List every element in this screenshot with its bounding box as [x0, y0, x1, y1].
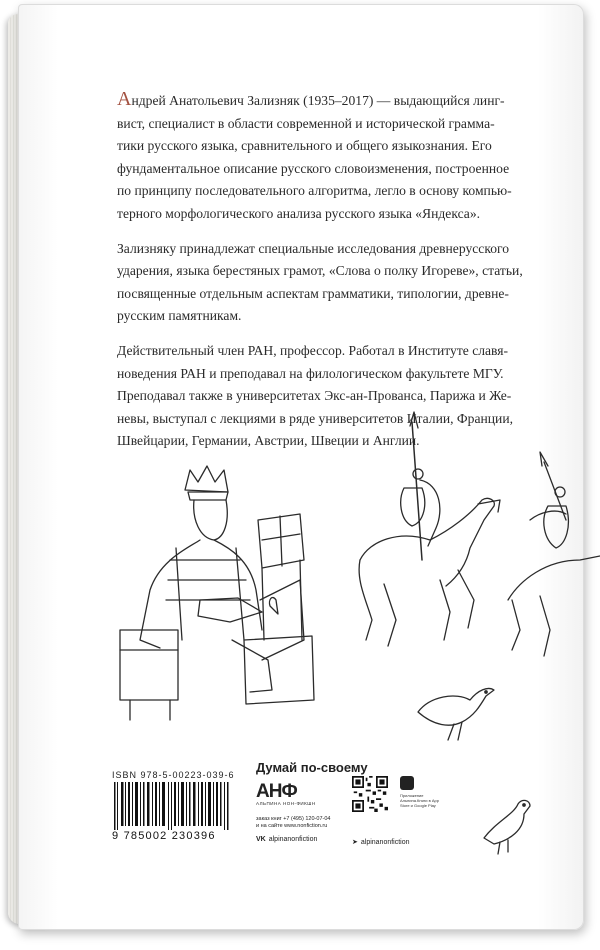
vk-link: VK alpinanonfiction	[256, 836, 318, 843]
publisher-logo-subtitle: АЛЬПИНА НОН-ФИКШН	[256, 801, 316, 806]
vk-icon: VK	[256, 836, 266, 843]
drop-initial: А	[117, 88, 132, 110]
app-promo-text: Приложение Альпина.Книги в App Store и Google Play	[400, 793, 439, 808]
telegram-icon: ➤	[352, 839, 358, 846]
app-icon	[400, 776, 414, 790]
scribe-figure	[120, 466, 314, 720]
isbn-label: ISBN 978-5-00223-039-6	[112, 770, 235, 780]
bio-paragraph-1: Андрей Анатольевич Зализняк (1935–2017) — выдающийся линг- вист, специалист в области современной и исторической грамма- тики русского языка, сравнительного и общего языкознания. Его фундаментальное описание русского словоизменения, построенное по принципу последовательного алгоритма, легло в основу компью- терного морфологического анализа русского языка «Яндекса».	[117, 88, 512, 221]
horseman-figure	[359, 412, 500, 646]
barcode-block	[112, 770, 242, 850]
bird-figure-2	[484, 800, 530, 854]
barcode-icon	[112, 782, 240, 830]
publisher-logo: АНФ	[256, 781, 297, 802]
horseman-figure-2	[508, 452, 600, 656]
order-info: заказ книг +7 (495) 120-07-04 и на сайте www.nonfiction.ru	[256, 816, 331, 829]
publisher-slogan: Думай по-своему	[256, 760, 368, 775]
bird-figure	[418, 688, 494, 740]
telegram-link: ➤ alpinanonfiction	[352, 838, 410, 846]
bio-paragraph-3: Действительный член РАН, профессор. Работал в Институте славя- новедения РАН и преподавал на филологическом факультете МГУ. Преподавал также в университетах Экс-ан-Прованса, Парижа и Же- невы, выступал с лекциями в ряде университетов Италии, Франции, Швейцарии, Германии, Австрии, Швеции и Англии.	[117, 342, 514, 449]
bio-paragraph-2: Зализняку принадлежат специальные исследования древнерусского ударения, языка берестяных грамот, «Слова о полку Игореве», статьи, посвященные отдельным аспектам грамматики, типологии, древне- русским памятникам.	[117, 240, 523, 324]
publisher-block	[256, 760, 366, 843]
qr-code-icon	[352, 776, 388, 812]
barcode-digits: 9 785002 230396	[112, 830, 216, 842]
